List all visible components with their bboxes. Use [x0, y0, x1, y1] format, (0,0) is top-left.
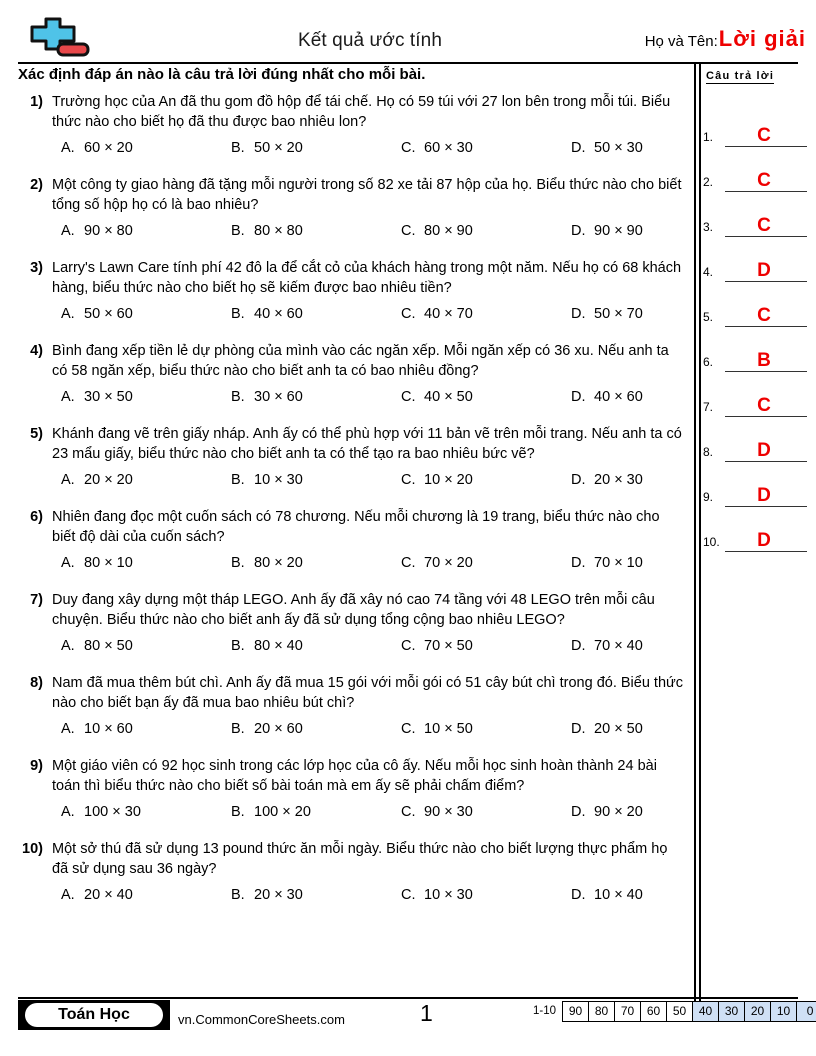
question-head [18, 92, 686, 132]
choice-option[interactable] [401, 802, 571, 822]
answer-key-row [703, 372, 807, 417]
choice-value: 20 × 40 [84, 887, 133, 903]
answer-key-number: 2. [703, 175, 714, 189]
question-item [18, 839, 686, 905]
choice-label: C. [401, 638, 416, 654]
choice-value: 100 × 20 [254, 804, 311, 820]
choice-option[interactable] [401, 553, 571, 573]
answer-key-number: 4. [703, 265, 714, 279]
choice-label: D. [571, 555, 586, 571]
choice-label: D. [571, 638, 586, 654]
question-number: 4) [30, 343, 43, 359]
header-divider [18, 62, 798, 64]
plus-minus-logo-icon [18, 17, 92, 63]
choice-value: 10 × 30 [424, 887, 473, 903]
answer-key-number: 6. [703, 355, 714, 369]
choice-label: A. [61, 223, 75, 239]
choice-label: D. [571, 140, 586, 156]
choice-option[interactable] [231, 470, 401, 490]
choice-value: 20 × 50 [594, 721, 643, 737]
choice-label: C. [401, 389, 416, 405]
answer-key-slot[interactable] [725, 348, 807, 372]
choice-label: A. [61, 804, 75, 820]
choice-option[interactable] [61, 387, 231, 407]
choice-value: 70 × 40 [594, 638, 643, 654]
choice-option[interactable] [231, 221, 401, 241]
answer-key-number: 9. [703, 490, 714, 504]
choice-label: C. [401, 555, 416, 571]
choice-option[interactable] [571, 802, 643, 822]
choice-label: C. [401, 140, 416, 156]
question-number: 5) [30, 426, 43, 442]
answer-column-divider-inner [699, 64, 701, 1001]
page-number: 1 [420, 1000, 433, 1026]
grading-scale-cell: 60 [641, 1002, 667, 1021]
page-title: Kết quả ước tính [297, 30, 443, 51]
answer-key-row [703, 327, 807, 372]
choice-row [18, 802, 686, 822]
question-item [18, 673, 686, 739]
choice-value: 10 × 50 [424, 721, 473, 737]
choice-label: B. [231, 721, 245, 737]
choice-value: 30 × 60 [254, 389, 303, 405]
choice-option[interactable] [401, 387, 571, 407]
answer-key-slot[interactable] [725, 213, 807, 237]
choice-label: C. [401, 223, 416, 239]
choice-value: 90 × 30 [424, 804, 473, 820]
question-list [18, 92, 686, 922]
choice-label: B. [231, 555, 245, 571]
answer-key-value: C [757, 395, 771, 416]
choice-row [18, 719, 686, 739]
question-number: 8) [30, 675, 43, 691]
answer-key-slot[interactable] [725, 393, 807, 417]
choice-label: A. [61, 306, 75, 322]
choice-option[interactable] [571, 885, 643, 905]
name-value: Lời giải [718, 26, 806, 51]
page-header [0, 0, 816, 62]
choice-option[interactable] [231, 719, 401, 739]
choice-value: 80 × 40 [254, 638, 303, 654]
choice-label: A. [61, 887, 75, 903]
question-number: 9) [30, 758, 43, 774]
choice-value: 10 × 40 [594, 887, 643, 903]
grading-scale-cell: 80 [589, 1002, 615, 1021]
brand-label: Toán Học [25, 1003, 163, 1027]
answer-key-value: C [757, 305, 771, 326]
choice-option[interactable] [571, 138, 643, 158]
question-text: Duy đang xây dựng một tháp LEGO. Anh ấy đã xây nó cao 74 tầng với 48 LEGO trên mỗi câu chuyện. Biểu thức nào cho biết anh ấy đã sử dụng tổng cộng bao nhiêu LEGO? [52, 592, 655, 628]
answer-key-number: 3. [703, 220, 714, 234]
choice-option[interactable] [571, 553, 643, 573]
choice-option[interactable] [571, 387, 643, 407]
grading-scale-cell: 40 [693, 1002, 719, 1021]
answer-key-value: D [757, 440, 771, 461]
question-item [18, 175, 686, 241]
choice-row [18, 553, 686, 573]
choice-label: B. [231, 638, 245, 654]
choice-option[interactable] [571, 719, 643, 739]
choice-label: D. [571, 306, 586, 322]
question-text: Một sở thú đã sử dụng 13 pound thức ăn mỗi ngày. Biểu thức nào cho biết lượng thực phẩm họ đã sử dụng sau 36 ngày? [52, 841, 668, 877]
choice-value: 40 × 50 [424, 389, 473, 405]
choice-value: 90 × 90 [594, 223, 643, 239]
choice-option[interactable] [231, 885, 401, 905]
choice-label: A. [61, 721, 75, 737]
choice-option[interactable] [231, 802, 401, 822]
choice-label: B. [231, 389, 245, 405]
question-item [18, 92, 686, 158]
answer-column-divider-outer [694, 64, 696, 1001]
answer-key-panel [703, 66, 807, 552]
question-head [18, 839, 686, 879]
choice-option[interactable] [61, 470, 231, 490]
grading-scale-cell: 90 [563, 1002, 589, 1021]
choice-value: 40 × 60 [594, 389, 643, 405]
choice-value: 20 × 30 [254, 887, 303, 903]
choice-value: 50 × 60 [84, 306, 133, 322]
answer-key-number: 1. [703, 130, 714, 144]
answer-key-slot[interactable] [725, 258, 807, 282]
choice-value: 60 × 20 [84, 140, 133, 156]
choice-label: D. [571, 804, 586, 820]
answer-key-value: D [757, 530, 771, 551]
choice-label: C. [401, 306, 416, 322]
choice-option[interactable] [61, 885, 231, 905]
choice-option[interactable] [401, 470, 571, 490]
answer-key-slot[interactable] [725, 303, 807, 327]
question-head [18, 673, 686, 713]
question-head [18, 258, 686, 298]
answer-key-slot[interactable] [725, 168, 807, 192]
question-text: Bình đang xếp tiền lẻ dự phòng của mình vào các ngăn xếp. Mỗi ngăn xếp có 36 xu. Nếu anh ta có 58 ngăn xếp, biểu thức nào cho biết anh ta có bao nhiêu đồng? [52, 343, 669, 379]
choice-value: 50 × 20 [254, 140, 303, 156]
question-item [18, 258, 686, 324]
question-number: 3) [30, 260, 43, 276]
question-number: 1) [30, 94, 43, 110]
answer-key-number: 7. [703, 400, 714, 414]
answer-key-slot[interactable] [725, 123, 807, 147]
choice-option[interactable] [401, 636, 571, 656]
choice-row [18, 221, 686, 241]
choice-label: B. [231, 804, 245, 820]
choice-option[interactable] [571, 636, 643, 656]
choice-value: 40 × 70 [424, 306, 473, 322]
choice-value: 50 × 70 [594, 306, 643, 322]
question-head [18, 507, 686, 547]
question-item [18, 756, 686, 822]
choice-label: B. [231, 472, 245, 488]
choice-option[interactable] [231, 553, 401, 573]
grading-scale-cell: 20 [745, 1002, 771, 1021]
question-text: Một công ty giao hàng đã tặng mỗi người trong số 82 xe tải 87 hộp của họ. Biểu thức nào cho biết tổng số hộp họ có là bao nhiêu? [52, 177, 682, 213]
question-head [18, 424, 686, 464]
answer-key-list [703, 102, 807, 552]
choice-option[interactable] [231, 387, 401, 407]
choice-value: 70 × 20 [424, 555, 473, 571]
choice-row [18, 470, 686, 490]
choice-value: 70 × 50 [424, 638, 473, 654]
choice-label: A. [61, 555, 75, 571]
answer-key-row [703, 192, 807, 237]
question-head [18, 590, 686, 630]
choice-value: 40 × 60 [254, 306, 303, 322]
answer-key-row [703, 507, 807, 552]
answer-key-row [703, 147, 807, 192]
answer-key-number: 8. [703, 445, 714, 459]
choice-option[interactable] [231, 304, 401, 324]
student-name-line [645, 28, 806, 50]
choice-label: D. [571, 472, 586, 488]
answer-key-number: 10. [703, 535, 720, 549]
choice-option[interactable] [61, 553, 231, 573]
question-number: 10) [22, 841, 43, 857]
choice-option[interactable] [61, 719, 231, 739]
question-text: Khánh đang vẽ trên giấy nháp. Anh ấy có thể phù hợp với 11 bản vẽ trên mỗi trang. Nếu anh ta có 23 mẩu giấy, biểu thức nào cho biết anh ta có thể tạo ra bao nhiêu bức vẽ? [52, 426, 682, 462]
choice-label: A. [61, 389, 75, 405]
choice-label: A. [61, 472, 75, 488]
site-url: vn.CommonCoreSheets.com [178, 1012, 345, 1027]
question-number: 7) [30, 592, 43, 608]
question-text: Trường học của An đã thu gom đồ hộp để tái chế. Họ có 59 túi với 27 lon bên trong mỗi túi. Biểu thức nào cho biết họ đã thu được bao nhiêu lon? [52, 94, 671, 130]
choice-value: 30 × 50 [84, 389, 133, 405]
choice-value: 70 × 10 [594, 555, 643, 571]
choice-label: D. [571, 389, 586, 405]
answer-key-value: C [757, 215, 771, 236]
grading-scale-cell: 0 [797, 1002, 816, 1021]
question-text: Nhiên đang đọc một cuốn sách có 78 chương. Nếu mỗi chương là 19 trang, biểu thức nào cho biết độ dài của cuốn sách? [52, 509, 660, 545]
answer-key-row [703, 462, 807, 507]
question-head [18, 341, 686, 381]
answer-key-value: C [757, 170, 771, 191]
grading-scale-cell: 30 [719, 1002, 745, 1021]
question-item [18, 590, 686, 656]
grading-scale [533, 1001, 816, 1022]
choice-value: 100 × 30 [84, 804, 141, 820]
choice-option[interactable] [61, 304, 231, 324]
answer-key-value: D [757, 260, 771, 281]
answer-key-row [703, 237, 807, 282]
choice-row [18, 304, 686, 324]
question-number: 6) [30, 509, 43, 525]
choice-label: C. [401, 804, 416, 820]
answer-key-slot[interactable] [725, 528, 807, 552]
choice-value: 50 × 30 [594, 140, 643, 156]
choice-label: C. [401, 887, 416, 903]
choice-option[interactable] [61, 221, 231, 241]
choice-label: D. [571, 223, 586, 239]
choice-row [18, 885, 686, 905]
choice-label: B. [231, 887, 245, 903]
choice-value: 80 × 90 [424, 223, 473, 239]
grading-scale-cell: 70 [615, 1002, 641, 1021]
choice-value: 10 × 20 [424, 472, 473, 488]
choice-value: 90 × 20 [594, 804, 643, 820]
choice-label: D. [571, 721, 586, 737]
answer-key-value: C [757, 125, 771, 146]
brand-badge [18, 1000, 170, 1030]
choice-value: 80 × 20 [254, 555, 303, 571]
choice-label: B. [231, 306, 245, 322]
grading-scale-label: 1-10 [533, 1005, 557, 1017]
choice-label: D. [571, 887, 586, 903]
question-text: Một giáo viên có 92 học sinh trong các lớp học của cô ấy. Nếu mỗi học sinh hoàn thành 24 bài toán thì biểu thức nào cho biết số bài toán mà em ấy sẽ phải chấm điểm? [52, 758, 657, 794]
choice-option[interactable] [571, 221, 643, 241]
choice-value: 80 × 10 [84, 555, 133, 571]
choice-option[interactable] [61, 802, 231, 822]
choice-option[interactable] [401, 719, 571, 739]
choice-label: A. [61, 638, 75, 654]
grading-scale-cell: 10 [771, 1002, 797, 1021]
answer-key-slot[interactable] [725, 483, 807, 507]
choice-value: 20 × 30 [594, 472, 643, 488]
choice-row [18, 636, 686, 656]
choice-value: 10 × 60 [84, 721, 133, 737]
choice-option[interactable] [401, 304, 571, 324]
grading-scale-cell: 50 [667, 1002, 693, 1021]
footer-divider [18, 997, 798, 999]
choice-value: 20 × 60 [254, 721, 303, 737]
question-head [18, 175, 686, 215]
answer-key-value: D [757, 485, 771, 506]
choice-option[interactable] [231, 636, 401, 656]
choice-option[interactable] [401, 885, 571, 905]
question-item [18, 341, 686, 407]
choice-label: C. [401, 721, 416, 737]
question-item [18, 424, 686, 490]
choice-option[interactable] [571, 470, 643, 490]
question-number: 2) [30, 177, 43, 193]
question-text: Larry's Lawn Care tính phí 42 đô la để cắt cỏ của khách hàng trong một năm. Nếu họ có 68 khách hàng, biểu thức nào cho biết họ sẽ kiếm được bao nhiêu tiền? [52, 260, 682, 296]
answer-key-header: Câu trả lời [706, 70, 775, 82]
answer-key-row [703, 282, 807, 327]
instructions-text: Xác định đáp án nào là câu trả lời đúng nhất cho mỗi bài. [18, 66, 426, 83]
grading-scale-cells [562, 1001, 816, 1022]
choice-option[interactable] [401, 221, 571, 241]
choice-value: 80 × 50 [84, 638, 133, 654]
answer-key-row [703, 102, 807, 147]
choice-option[interactable] [401, 138, 571, 158]
choice-value: 10 × 30 [254, 472, 303, 488]
choice-label: B. [231, 223, 245, 239]
choice-option[interactable] [571, 304, 643, 324]
choice-label: B. [231, 140, 245, 156]
answer-key-slot[interactable] [725, 438, 807, 462]
choice-option[interactable] [61, 636, 231, 656]
choice-option[interactable] [231, 138, 401, 158]
answer-key-value: B [757, 350, 771, 371]
choice-label: A. [61, 140, 75, 156]
choice-value: 80 × 80 [254, 223, 303, 239]
choice-row [18, 138, 686, 158]
question-text: Nam đã mua thêm bút chì. Anh ấy đã mua 15 gói với mỗi gói có 51 cây bút chì trong đó. Biểu thức nào cho biết bạn ấy đã mua bao nhiêu bút chì? [52, 675, 683, 711]
choice-value: 20 × 20 [84, 472, 133, 488]
question-head [18, 756, 686, 796]
choice-row [18, 387, 686, 407]
choice-label: C. [401, 472, 416, 488]
choice-value: 60 × 30 [424, 140, 473, 156]
answer-key-number: 5. [703, 310, 714, 324]
answer-key-row [703, 417, 807, 462]
choice-value: 90 × 80 [84, 223, 133, 239]
question-item [18, 507, 686, 573]
name-label: Họ và Tên: [644, 33, 718, 50]
choice-option[interactable] [61, 138, 231, 158]
